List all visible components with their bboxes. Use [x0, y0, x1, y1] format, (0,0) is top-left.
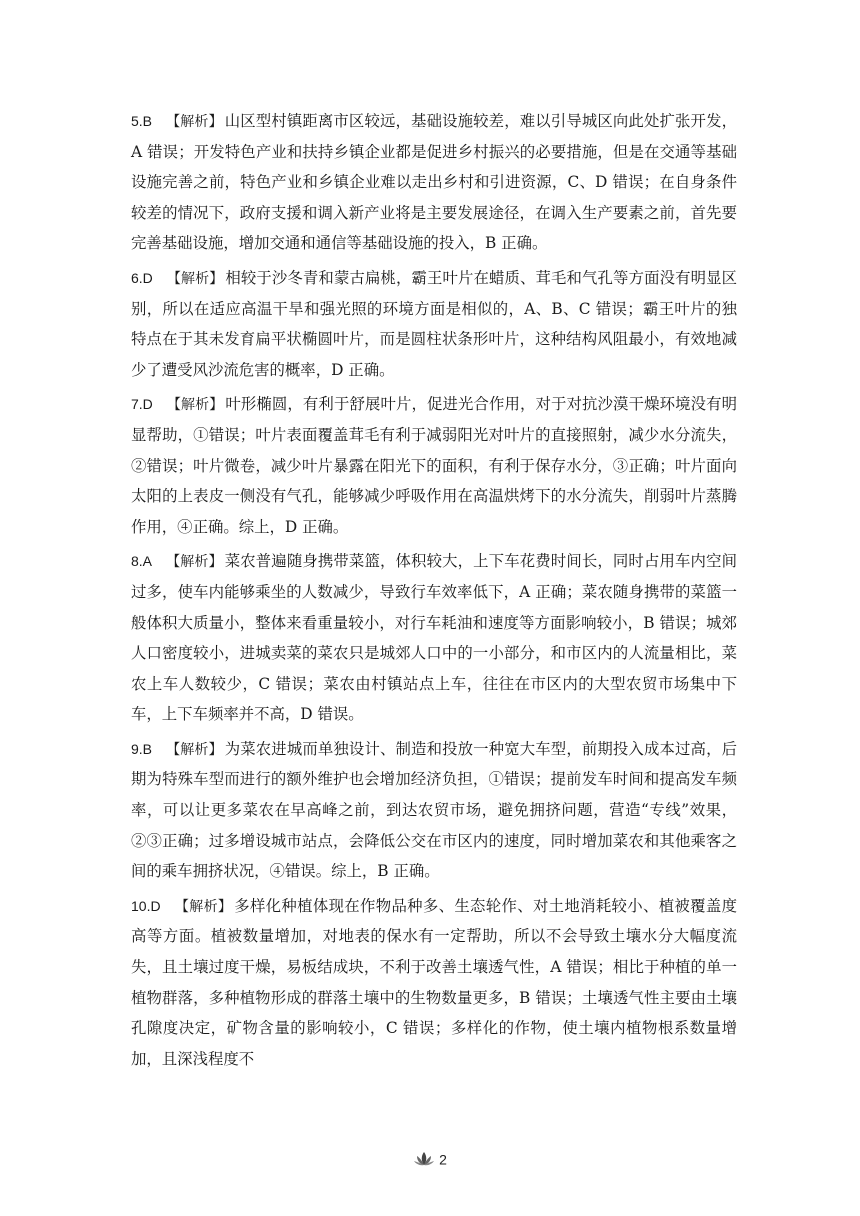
explanation-text: 多样化种植体现在作物品种多、生态轮作、对土地消耗较小、植被覆盖度高等方面。植被数量增加，对地表的保水有一定帮助，所以不会导致土壤水分大幅度流失，且土壤过度干燥，易板结成块，不利于改善土壤透气性，A 错误；相比于种植的单一植物群落，多种植物形成的群落土壤中的生物数量更多，B 错误；土壤透气性主要由土壤孔隙度决定，矿物含量的影响较小，C 错误；多样化的作物，使土壤内植物根系数量增加，且深浅程度不: [131, 896, 737, 1068]
page-number: 2: [439, 1151, 447, 1168]
explanation-text: 叶形椭圆，有利于舒展叶片，促进光合作用，对于对抗沙漠干燥环境没有明显帮助，①错误；叶片表面覆盖茸毛有利于减弱阳光对叶片的直接照射，减少水分流失，②错误；叶片微卷，减少叶片暴露在阳光下的面积，有利于保存水分，③正确；叶片面向太阳的上表皮一侧没有气孔，能够减少呼吸作用在高温烘烤下的水分流失，削弱叶片蒸腾作用，④正确。综上，D 正确。: [131, 395, 737, 536]
explanation-paragraph: [131, 263, 737, 385]
page-footer: [0, 1150, 860, 1167]
question-number: 6.D: [131, 269, 153, 286]
explanation-paragraph: [131, 106, 737, 259]
question-number: 10.D: [131, 897, 161, 914]
explanation-text: 山区型村镇距离市区较远，基础设施较差，难以引导城区向此处扩张开发，A 错误；开发特色产业和扶持乡镇企业都是促进乡村振兴的必要措施，但是在交通等基础设施完善之前，特色产业和乡镇企业难以走出乡村和引进资源，C、D 错误；在自身条件较差的情况下，政府支援和调入新产业将是主要发展途径，在调入生产要素之前，首先要完善基础设施，增加交通和通信等基础设施的投入，B 正确。: [131, 112, 737, 253]
question-number: 5.B: [131, 113, 153, 129]
explanation-paragraph: [131, 891, 737, 1075]
analysis-tag: 【解析】: [174, 897, 233, 914]
analysis-tag: 【解析】: [166, 113, 223, 129]
analysis-tag: 【解析】: [166, 396, 224, 413]
question-number: 8.A: [131, 553, 153, 570]
explanation-paragraph: [131, 389, 737, 542]
answer-explanations: [131, 106, 737, 1078]
question-number: 7.D: [131, 396, 153, 413]
analysis-tag: 【解析】: [166, 269, 224, 286]
analysis-tag: 【解析】: [166, 740, 223, 757]
lotus-logo-icon: [413, 1151, 435, 1167]
explanation-text: 相较于沙冬青和蒙古扁桃，霸王叶片在蜡质、茸毛和气孔等方面没有明显区别，所以在适应高温干旱和强光照的环境方面是相似的，A、B、C 错误；霸王叶片的独特点在于其未发育扁平状椭圆叶片，而是圆柱状条形叶片，这种结构风阻最小，有效地减少了遭受风沙流危害的概率，D 正确。: [131, 268, 737, 379]
question-number: 9.B: [131, 740, 153, 757]
analysis-tag: 【解析】: [166, 553, 223, 570]
explanation-paragraph: [131, 546, 737, 730]
explanation-paragraph: [131, 734, 737, 887]
explanation-text: 菜农普遍随身携带菜篮，体积较大，上下车花费时间长，同时占用车内空间过多，使车内能够乘坐的人数减少，导致行车效率低下，A 正确；菜农随身携带的菜篮一般体积大质量小，整体来看重量较小，对行车耗油和速度等方面影响较小，B 错误；城郊人口密度较小，进城卖菜的菜农只是城郊人口中的一小部分，和市区内的人流量相比，菜农上车人数较少，C 错误；菜农由村镇站点上车，往往在市区内的大型农贸市场集中下车，上下车频率并不高，D 错误。: [131, 552, 737, 724]
explanation-text: 为菜农进城而单独设计、制造和投放一种宽大车型，前期投入成本过高，后期为特殊车型而进行的额外维护也会增加经济负担，①错误；提前发车时间和提高发车频率，可以让更多菜农在早高峰之前，到达农贸市场，避免拥挤问题，营造“专线”效果，②③正确；过多增设城市站点，会降低公交在市区内的速度，同时增加菜农和其他乘客之间的乘车拥挤状况，④错误。综上，B 正确。: [131, 739, 737, 881]
